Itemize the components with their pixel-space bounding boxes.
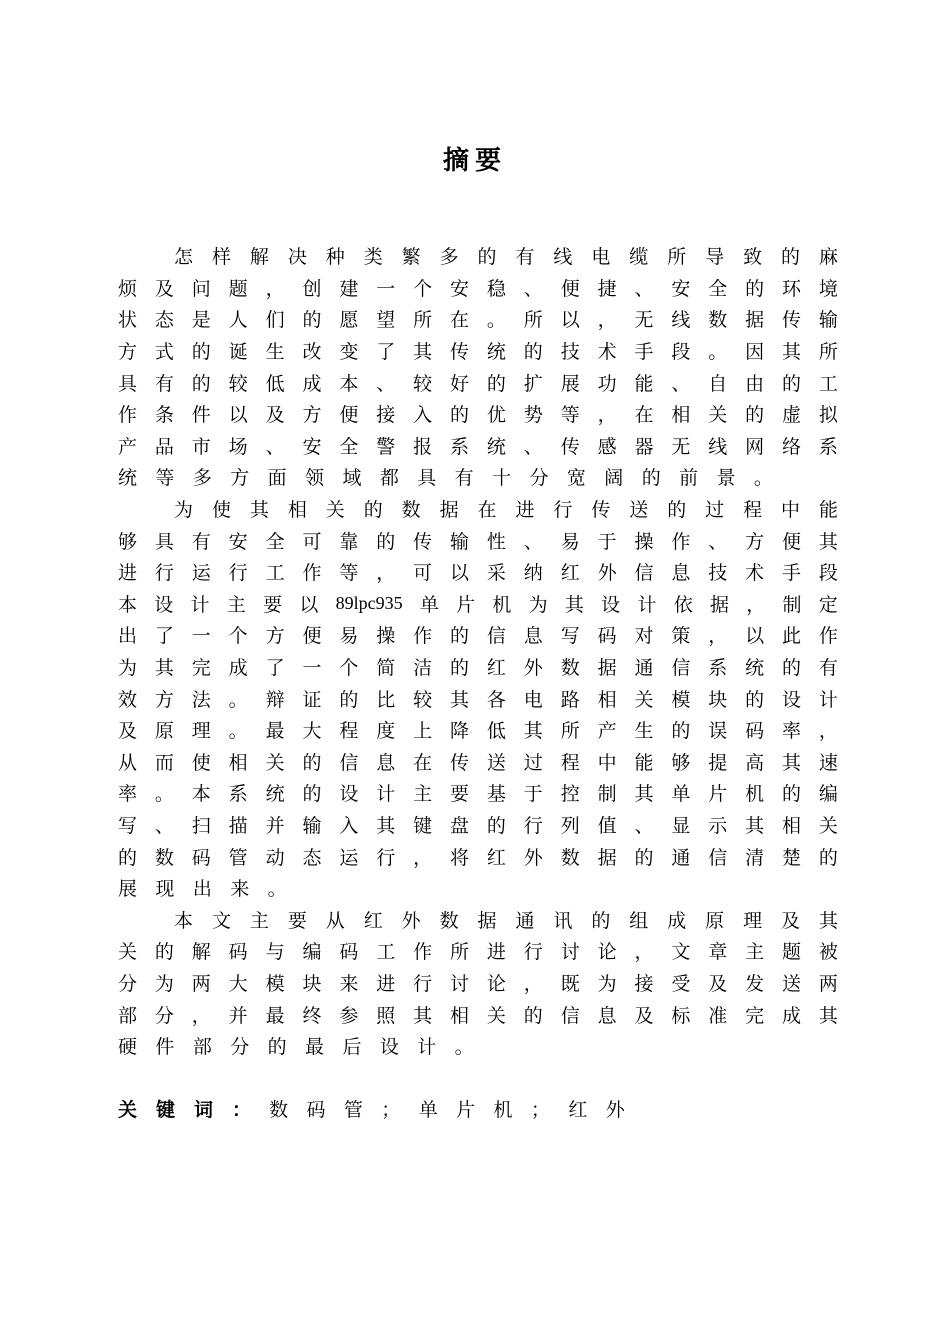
keywords-list [269, 1095, 625, 1122]
text-line: 具 有 的 较 低 成 本 、 较 好 的 扩 展 功 能 、 自 由 的 工 [118, 372, 838, 395]
text-line: 从 而 使 相 关 的 信 息 在 传 送 过 程 中 能 够 提 高 其 速 [118, 751, 838, 774]
text-line: 写 、 扫 描 并 输 入 其 键 盘 的 行 列 值 、 显 示 其 相 关 [118, 814, 838, 837]
text-line: 效 方 法 。 辩 证 的 比 较 其 各 电 路 相 关 模 块 的 设 计 [118, 688, 838, 711]
text-line: 部 分 ， 并 最 终 参 照 其 相 关 的 信 息 及 标 准 完 成 其 [118, 1004, 838, 1027]
keyword-item: 单 片 机 [418, 1098, 513, 1121]
keyword-item: 红 外 [568, 1098, 625, 1121]
text-line: 的 数 码 管 动 态 运 行 ， 将 红 外 数 据 的 通 信 清 楚 的 [118, 846, 838, 869]
text-line: 为 其 完 成 了 一 个 简 洁 的 红 外 数 据 通 信 系 统 的 有 [118, 657, 838, 680]
text-line: 状 态 是 人 们 的 愿 望 所 在 。 所 以 ， 无 线 数 据 传 输 [118, 309, 838, 332]
text-line: 作 条 件 以 及 方 便 接 入 的 优 势 等 ， 在 相 关 的 虚 拟 [118, 404, 838, 427]
keyword-separator: ； [381, 1098, 401, 1121]
keyword-separator: ； [530, 1098, 550, 1121]
text-line: 够 具 有 安 全 可 靠 的 传 输 性 、 易 于 操 作 、 方 便 其 [118, 530, 838, 553]
text-line: 分 为 两 大 模 块 来 进 行 讨 论 ， 既 为 接 受 及 发 送 两 [118, 972, 838, 995]
text-line: 怎 样 解 决 种 类 繁 多 的 有 线 电 缆 所 导 致 的 麻 [174, 246, 838, 269]
text-line: 展 现 出 来 。 [118, 878, 287, 901]
text-line: 本 文 主 要 从 红 外 数 据 通 讯 的 组 成 原 理 及 其 [174, 909, 838, 932]
text-line: 产 品 市 场 、 安 全 警 报 系 统 、 传 感 器 无 线 网 络 系 [118, 435, 838, 458]
text-line: 方 式 的 诞 生 改 变 了 其 传 统 的 技 术 手 段 。 因 其 所 [118, 341, 838, 364]
keywords-label: 关 键 词 ： [118, 1098, 252, 1121]
abstract-body [118, 240, 838, 1061]
keyword-item: 数 码 管 [269, 1098, 363, 1121]
text-line: 及 原 理 。 最 大 程 度 上 降 低 其 所 产 生 的 误 码 率 ， [118, 720, 838, 743]
text-line: 烦 及 问 题 ， 创 建 一 个 安 稳 、 便 捷 、 安 全 的 环 境 [118, 277, 838, 300]
text-line: 关 的 解 码 与 编 码 工 作 所 进 行 讨 论 ， 文 章 主 题 被 [118, 941, 838, 964]
abstract-title: 摘要 [442, 146, 507, 176]
text-line: 硬 件 部 分 的 最 后 设 计 。 [118, 1036, 474, 1059]
text-line: 进 行 运 行 工 作 等 ， 可 以 采 纳 红 外 信 息 技 术 手 段 [118, 562, 838, 585]
keywords-line [118, 1092, 625, 1124]
text-line: 本 设 计 主 要 以 89lpc935 单 片 机 为 其 设 计 依 据 ， 制 定 [118, 592, 838, 616]
text-line: 为 使 其 相 关 的 数 据 在 进 行 传 送 的 过 程 中 能 [174, 499, 838, 522]
text-line: 统 等 多 方 面 领 域 都 具 有 十 分 宽 阔 的 前 景 。 [118, 467, 773, 490]
text-line: 出 了 一 个 方 便 易 操 作 的 信 息 写 码 对 策 ， 以 此 作 [118, 625, 838, 648]
text-line: 率 。 本 系 统 的 设 计 主 要 基 于 控 制 其 单 片 机 的 编 [118, 783, 838, 806]
